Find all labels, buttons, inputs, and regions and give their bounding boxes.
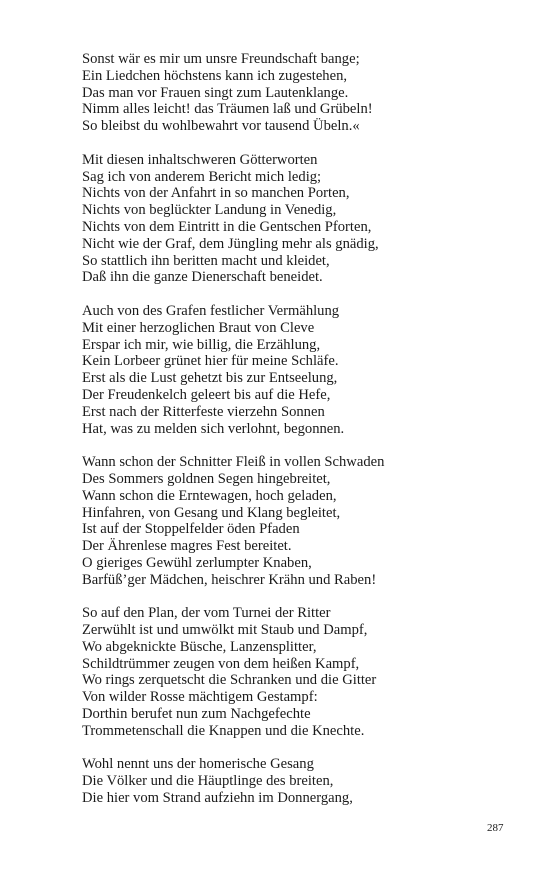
verse-line: Wann schon die Erntewagen, hoch geladen,: [82, 487, 337, 504]
verse-line: Ein Liedchen höchstens kann ich zugestehen,: [82, 67, 348, 84]
verse-line: Nicht wie der Graf, dem Jüngling mehr als gnädig,: [82, 235, 379, 252]
verse-line: Nichts von dem Eintritt in die Gentschen Pforten,: [82, 218, 372, 235]
verse-line: Die hier vom Strand aufziehn im Donnergang,: [82, 790, 353, 807]
verse-line: Sonst wär es mir um unsre Freundschaft bange;: [82, 51, 360, 67]
verse-line: Wohl nennt uns der homerische Gesang: [82, 756, 314, 773]
verse-line: Hinfahren, von Gesang und Klang begleitet,: [82, 504, 341, 521]
verse-line: Ist auf der Stoppelfelder öden Pfaden: [82, 521, 300, 538]
verse-line: Daß ihn die ganze Dienerschaft beneidet.: [82, 269, 323, 286]
verse-line: Kein Lorbeer grünet hier für meine Schläfe.: [82, 353, 339, 370]
verse-line: Auch von des Grafen festlicher Vermählung: [82, 302, 340, 319]
stanza-4: [82, 454, 522, 588]
verse-line: So auf den Plan, der vom Turnei der Ritter: [82, 605, 331, 622]
verse-line: Von wilder Rosse mächtigem Gestampf:: [82, 689, 318, 706]
verse-line: Barfüß’ger Mädchen, heischrer Krähn und Raben!: [82, 571, 377, 588]
verse-line: Erspar ich mir, wie billig, die Erzählung,: [82, 336, 321, 353]
stanza-1: [82, 51, 522, 135]
verse-line: Hat, was zu melden sich verlohnt, begonnen.: [82, 420, 345, 437]
verse-line: Trommetenschall die Knappen und die Knechte.: [82, 722, 365, 739]
verse-line: Nichts von beglückter Landung in Venedig,: [82, 202, 337, 219]
verse-line: Mit diesen inhaltschweren Götterworten: [82, 151, 318, 168]
verse-line: Sag ich von anderem Bericht mich ledig;: [82, 168, 322, 185]
verse-line: Nichts von der Anfahrt in so manchen Porten,: [82, 185, 350, 202]
verse-line: Wo rings zerquetscht die Schranken und die Gitter: [82, 672, 377, 689]
verse-line: Der Ährenlese magres Fest bereitet.: [82, 538, 292, 555]
verse-line: Wann schon der Schnitter Fleiß in vollen Schwaden: [82, 454, 385, 471]
verse-line: Des Sommers goldnen Segen hingebreitet,: [82, 470, 331, 487]
verse-line: Wo abgeknickte Büsche, Lanzensplitter,: [82, 638, 317, 655]
verse-line: Zerwühlt ist und umwölkt mit Staub und Dampf,: [82, 622, 368, 639]
verse-line: Nimm alles leicht! das Träumen laß und Grübeln!: [82, 101, 373, 118]
verse-line: Erst nach der Ritterfeste vierzehn Sonnen: [82, 403, 325, 420]
stanza-2: [82, 152, 522, 286]
page-number: 287: [487, 822, 504, 834]
verse-line: Die Völker und die Häuptlinge des breiten,: [82, 773, 334, 790]
verse-line: Dorthin berufet nun zum Nachgefechte: [82, 706, 311, 723]
verse-line: Erst als die Lust gehetzt bis zur Entseelung,: [82, 370, 338, 387]
stanza-3: [82, 303, 522, 437]
verse-line: Der Freudenkelch geleert bis auf die Hefe,: [82, 386, 331, 403]
verse-line: Das man vor Frauen singt zum Lautenklange.: [82, 84, 349, 101]
stanza-6: [82, 756, 522, 806]
verse-line: So bleibst du wohlbewahrt vor tausend Übeln.«: [82, 118, 360, 135]
stanza-5: [82, 605, 522, 739]
verse-line: Schildtrümmer zeugen von dem heißen Kampf,: [82, 655, 360, 672]
verse-line: So stattlich ihn beritten macht und kleidet,: [82, 252, 330, 269]
verse-line: O gieriges Gewühl zerlumpter Knaben,: [82, 554, 312, 571]
verse-line: Mit einer herzoglichen Braut von Cleve: [82, 319, 315, 336]
poem-text: [82, 51, 522, 824]
